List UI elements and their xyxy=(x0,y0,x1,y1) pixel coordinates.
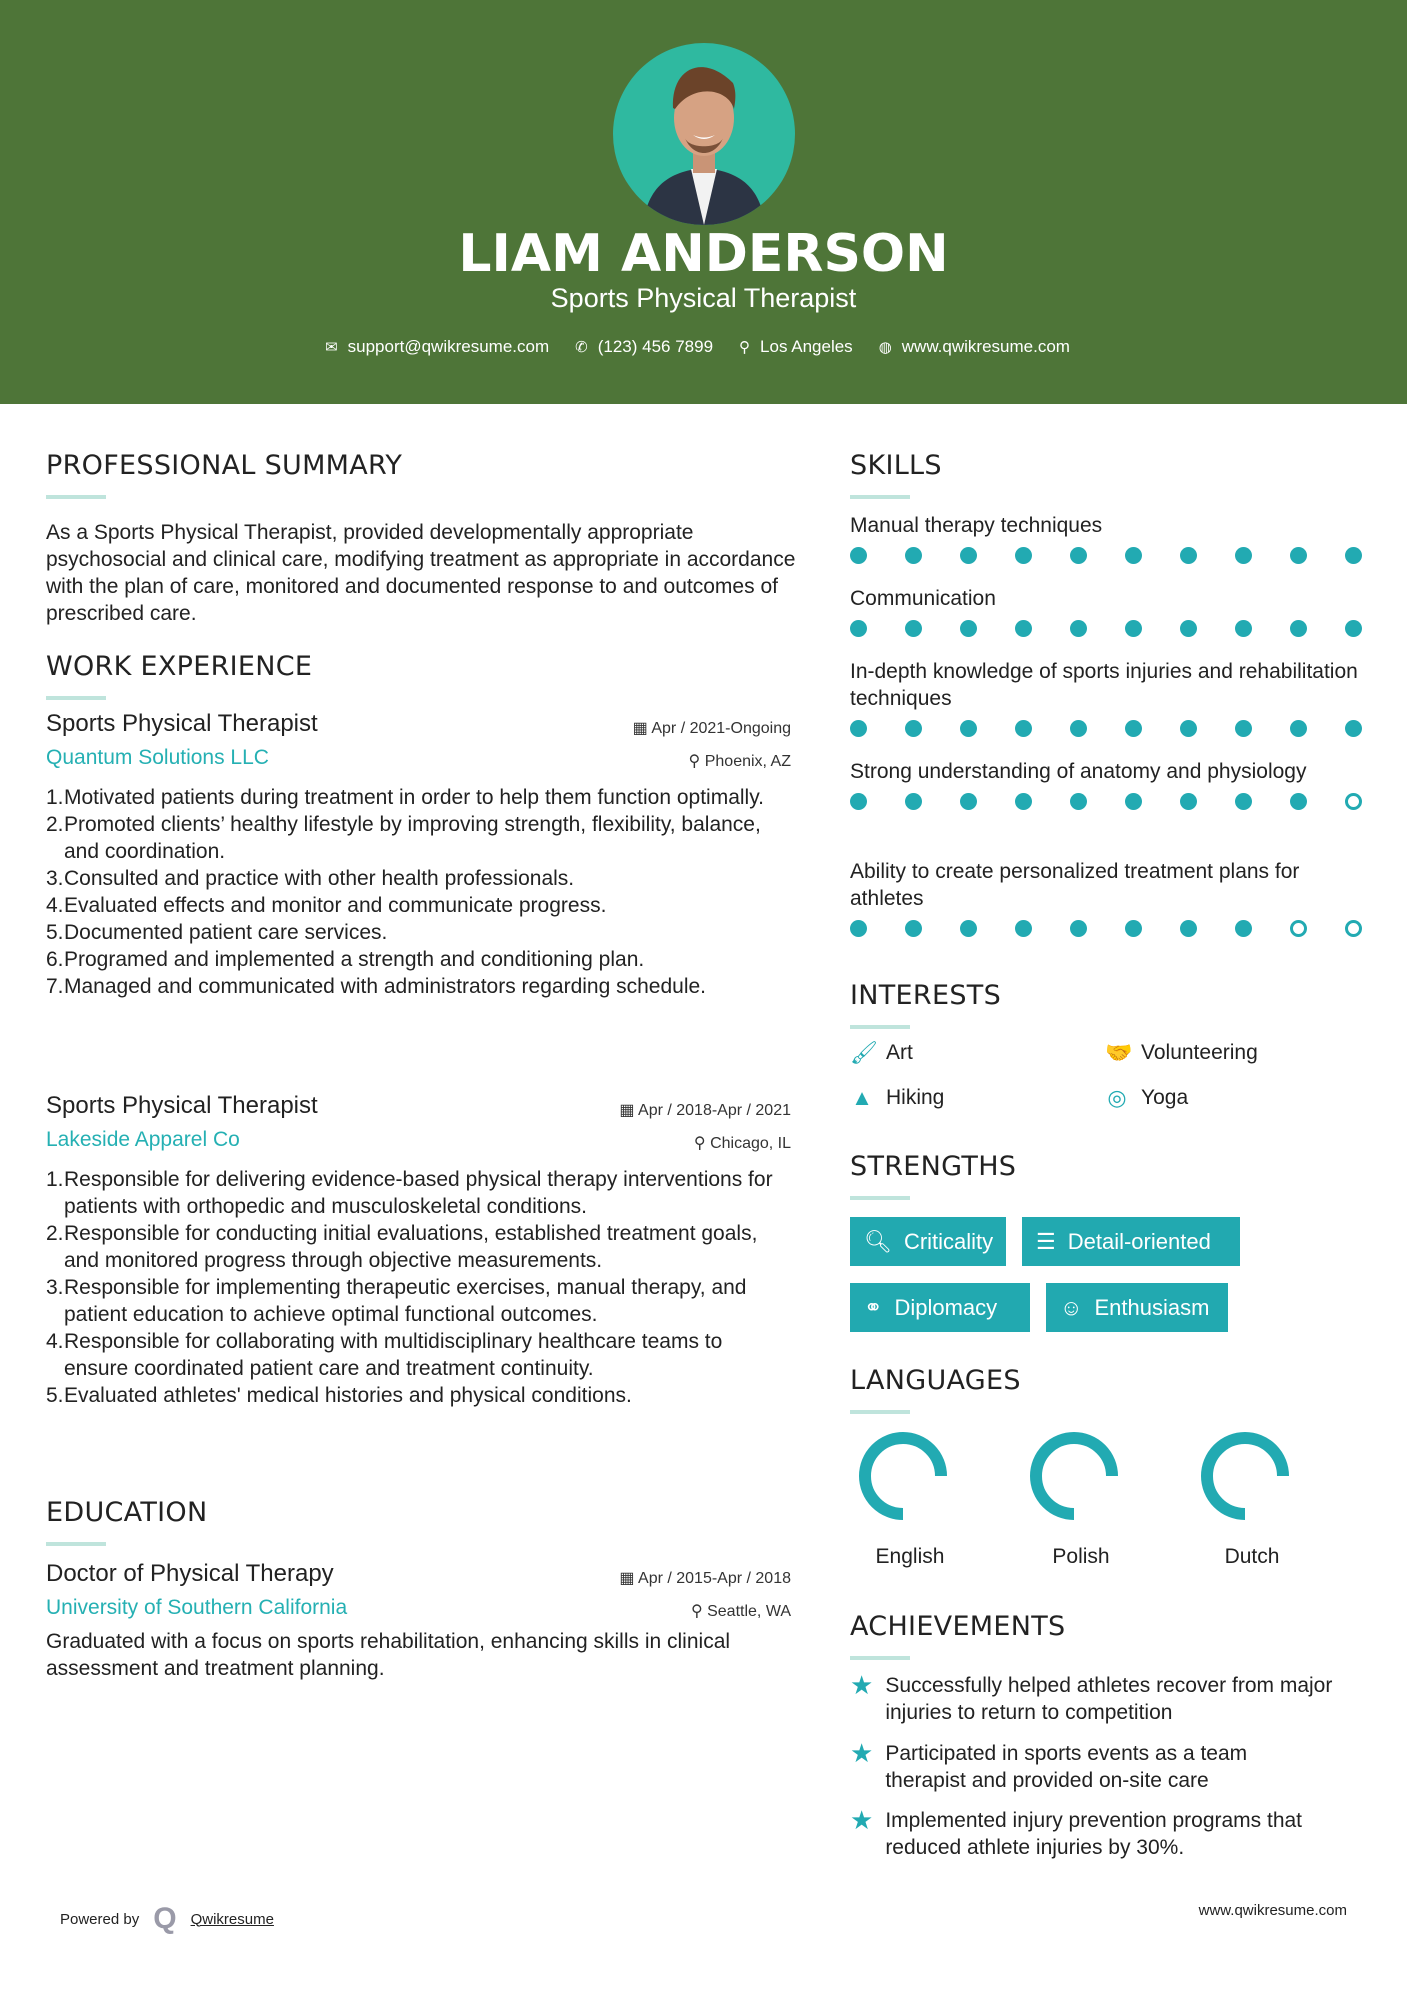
rating-dot-filled xyxy=(1070,620,1087,637)
rating-dot-filled xyxy=(1290,793,1307,810)
heading-underline xyxy=(850,1410,910,1414)
job-location: ⚲ Chicago, IL xyxy=(693,1135,791,1152)
rating-dot-filled xyxy=(905,920,922,937)
job-location: ⚲ Phoenix, AZ xyxy=(688,753,791,770)
rating-dot-filled xyxy=(1180,793,1197,810)
rating-dot-filled xyxy=(1015,547,1032,564)
rating-dot-filled xyxy=(1290,620,1307,637)
language-proficiency-arc xyxy=(1036,1438,1112,1514)
rating-dot-filled xyxy=(960,620,977,637)
job-date: ▦ Apr / 2021-Ongoing xyxy=(632,720,791,737)
rating-dot-filled xyxy=(905,793,922,810)
list-item: 1. Motivated patients during treatment in order to help them function optimally. xyxy=(46,786,764,809)
pin-icon: ⚲ xyxy=(690,1603,708,1620)
rating-dot-filled xyxy=(905,720,922,737)
life-ring-icon: ◎ xyxy=(1107,1085,1127,1110)
section-heading: STRENGTHS xyxy=(850,1151,1017,1182)
list-item: 4. Responsible for collaborating with multidisciplinary healthcare teams to ensure coordinated patient care and treatment continuity. xyxy=(46,1330,723,1380)
rating-dot-filled xyxy=(850,793,867,810)
skill-item xyxy=(850,658,1360,740)
skill-rating xyxy=(850,920,1360,940)
interest-item: ◎ Yoga xyxy=(1105,1085,1188,1111)
job-date: ▦ Apr / 2018-Apr / 2021 xyxy=(619,1102,791,1119)
skill-label: Communication xyxy=(850,587,996,610)
calendar-icon: ▦ xyxy=(619,1570,639,1587)
heading-underline xyxy=(46,696,106,700)
rating-dot-filled xyxy=(1070,547,1087,564)
skill-rating xyxy=(850,720,1360,740)
language-label: Polish xyxy=(1052,1545,1110,1568)
rating-dot-empty xyxy=(1345,920,1362,937)
footer-powered xyxy=(60,1902,274,1936)
rating-dot-empty xyxy=(1290,920,1307,937)
summary-section xyxy=(46,449,806,627)
email-link[interactable]: support@qwikresume.com xyxy=(347,337,550,356)
rating-dot-filled xyxy=(1345,620,1362,637)
strength-badge: ⚭ Diplomacy xyxy=(850,1283,1030,1332)
skills-section xyxy=(850,449,1370,499)
rating-dot-filled xyxy=(960,793,977,810)
job-title: Sports Physical Therapist xyxy=(46,710,318,737)
rating-dot-filled xyxy=(1290,720,1307,737)
rating-dot-filled xyxy=(1015,793,1032,810)
skill-item xyxy=(850,858,1360,940)
language-label: English xyxy=(875,1545,945,1568)
company-name: Lakeside Apparel Co xyxy=(46,1128,240,1151)
interest-item: ▲ Hiking xyxy=(851,1085,945,1110)
rating-dot-filled xyxy=(1015,720,1032,737)
interests-section xyxy=(850,979,1370,1029)
globe-icon: ◍ xyxy=(878,339,892,356)
list-item: 7. Managed and communicated with administrators regarding schedule. xyxy=(46,975,707,998)
heading-underline xyxy=(850,1025,910,1029)
rating-dot-filled xyxy=(1125,547,1142,564)
list-item: 3. Responsible for implementing therapeutic exercises, manual therapy, and patient education to achieve optimal functional outcomes. xyxy=(46,1276,747,1326)
rating-dot-filled xyxy=(960,920,977,937)
language-label: Dutch xyxy=(1224,1545,1280,1568)
education-date: ▦ Apr / 2015-Apr / 2018 xyxy=(619,1570,791,1587)
rating-dot-filled xyxy=(1290,547,1307,564)
rating-dot-filled xyxy=(1235,720,1252,737)
strength-badge: ☺ Enthusiasm xyxy=(1046,1283,1228,1332)
rating-dot-filled xyxy=(960,547,977,564)
list-item: 5. Documented patient care services. xyxy=(46,921,388,944)
rating-dot-filled xyxy=(850,720,867,737)
strength-badge: 🔍︎ Criticality xyxy=(850,1217,1006,1266)
skill-label: In-depth knowledge of sports injuries and rehabilitation techniques xyxy=(850,660,1358,710)
rating-dot-filled xyxy=(1345,547,1362,564)
rating-dot-filled xyxy=(1345,720,1362,737)
map-marker-icon: ⚲ xyxy=(739,339,751,356)
profile-photo xyxy=(613,43,795,225)
section-heading: EDUCATION xyxy=(46,1497,208,1528)
section-heading: INTERESTS xyxy=(850,980,1002,1011)
section-heading: LANGUAGES xyxy=(850,1365,1021,1396)
brand-link[interactable]: Qwikresume xyxy=(190,1910,274,1928)
rating-dot-filled xyxy=(850,920,867,937)
achievement-item: ★ Participated in sports events as a team therapist and provided on-site care xyxy=(850,1738,1248,1792)
handshake-icon: ⚭ xyxy=(864,1294,883,1320)
rating-dot-filled xyxy=(1125,793,1142,810)
skill-rating xyxy=(850,620,1360,640)
phone-text: (123) 456 7899 xyxy=(597,337,714,356)
skill-item xyxy=(850,585,1360,640)
rating-dot-filled xyxy=(1015,920,1032,937)
paintbrush-icon: 🖌 xyxy=(850,1040,878,1065)
job-entry xyxy=(46,1092,791,1409)
rating-dot-filled xyxy=(1235,620,1252,637)
rating-dot-filled xyxy=(1125,920,1142,937)
section-heading: ACHIEVEMENTS xyxy=(850,1611,1066,1642)
education-description: Graduated with a focus on sports rehabilitation, enhancing skills in clinical assessment and treatment planning. xyxy=(46,1630,731,1680)
job-title: Sports Physical Therapist xyxy=(46,1092,318,1119)
company-name: Quantum Solutions LLC xyxy=(46,746,269,769)
tree-icon: ▲ xyxy=(851,1085,873,1110)
candidate-name: LIAM ANDERSON xyxy=(458,224,949,284)
achievement-item: ★ Successfully helped athletes recover from major injuries to return to competition xyxy=(850,1670,1333,1724)
envelope-icon: ✉ xyxy=(325,339,338,356)
rating-dot-filled xyxy=(905,547,922,564)
shooting-star-icon: ★ xyxy=(850,1738,874,1768)
resume-header xyxy=(0,0,1407,404)
rating-dot-filled xyxy=(1235,793,1252,810)
rating-dot-filled xyxy=(850,620,867,637)
calendar-icon: ▦ xyxy=(619,1102,639,1119)
heading-underline xyxy=(850,1656,910,1660)
heading-underline xyxy=(46,495,106,499)
rating-dot-filled xyxy=(1180,620,1197,637)
rating-dot-filled xyxy=(1070,920,1087,937)
job-entry xyxy=(46,710,791,1000)
list-item: 2. Responsible for conducting initial evaluations, established treatment goals, and monitored progress through objective measurements. xyxy=(46,1222,758,1272)
interest-item: 🖌 Art xyxy=(850,1040,913,1065)
calendar-icon: ▦ xyxy=(632,720,652,737)
section-heading: PROFESSIONAL SUMMARY xyxy=(46,450,403,481)
skill-item xyxy=(850,758,1360,813)
pin-icon: ⚲ xyxy=(693,1135,711,1152)
skill-label: Manual therapy techniques xyxy=(850,514,1103,537)
rating-dot-filled xyxy=(1235,547,1252,564)
list-item: 4. Evaluated effects and monitor and communicate progress. xyxy=(46,894,607,917)
skill-label: Strong understanding of anatomy and physiology xyxy=(850,760,1307,783)
pin-icon: ⚲ xyxy=(688,753,705,770)
degree-title: Doctor of Physical Therapy xyxy=(46,1560,334,1587)
list-item: 6. Programed and implemented a strength and conditioning plan. xyxy=(46,948,645,971)
heading-underline xyxy=(850,1196,910,1200)
qwikresume-logo-icon: Q xyxy=(153,1902,177,1935)
job-bullets xyxy=(46,784,791,1000)
skill-label: Ability to create personalized treatment plans for athletes xyxy=(850,860,1300,910)
heading-underline xyxy=(850,495,910,499)
education-location: ⚲ Seattle, WA xyxy=(690,1603,791,1620)
rating-dot-filled xyxy=(905,620,922,637)
list-item: 1. Responsible for delivering evidence-based physical therapy interventions for patients with orthopedic and musculoskeletal conditions. xyxy=(46,1168,773,1218)
section-heading: WORK EXPERIENCE xyxy=(46,651,313,682)
rating-dot-filled xyxy=(1180,547,1197,564)
skill-item xyxy=(850,512,1360,567)
contact-bar xyxy=(0,337,1407,357)
section-heading: SKILLS xyxy=(850,450,942,481)
rating-dot-filled xyxy=(1235,920,1252,937)
candidate-title: Sports Physical Therapist xyxy=(550,283,857,313)
rating-dot-filled xyxy=(1015,620,1032,637)
language-rings xyxy=(850,1428,1370,1528)
shooting-star-icon: ★ xyxy=(850,1670,874,1700)
phone-icon: ✆ xyxy=(575,339,588,356)
rating-dot-filled xyxy=(1180,920,1197,937)
list-item: 3. Consulted and practice with other health professionals. xyxy=(46,867,575,890)
search-icon: 🔍︎ xyxy=(864,1228,892,1254)
skill-rating xyxy=(850,547,1360,567)
summary-text: As a Sports Physical Therapist, provided developmentally appropriate psychosocial and clinical care, modifying treatment as appropriate in accordance with the plan of care, monitored and documented response to and outcomes of prescribed care. xyxy=(46,521,796,625)
rating-dot-filled xyxy=(1125,620,1142,637)
powered-by-text: Powered by xyxy=(60,1910,140,1928)
rating-dot-filled xyxy=(850,547,867,564)
strength-badge: ☰ Detail-oriented xyxy=(1022,1217,1240,1266)
achievement-item: ★ Implemented injury prevention programs that reduced athlete injuries by 30%. xyxy=(850,1805,1303,1859)
rating-dot-filled xyxy=(1125,720,1142,737)
smile-icon: ☺ xyxy=(1060,1294,1083,1320)
rating-dot-filled xyxy=(1180,720,1197,737)
website-link[interactable]: www.qwikresume.com xyxy=(901,337,1070,356)
work-section xyxy=(46,650,791,700)
handshake-icon: 🤝 xyxy=(1105,1040,1133,1065)
rating-dot-empty xyxy=(1345,793,1362,810)
interest-item: 🤝 Volunteering xyxy=(1105,1040,1258,1065)
footer-website[interactable]: www.qwikresume.com xyxy=(1198,1902,1347,1919)
heading-underline xyxy=(46,1542,106,1546)
location-text: Los Angeles xyxy=(760,337,853,356)
achievements-section xyxy=(850,1610,1370,1660)
rating-dot-filled xyxy=(1070,793,1087,810)
rating-dot-filled xyxy=(960,720,977,737)
list-icon: ☰ xyxy=(1036,1228,1056,1254)
rating-dot-filled xyxy=(1070,720,1087,737)
shooting-star-icon: ★ xyxy=(850,1805,874,1835)
languages-section xyxy=(850,1364,1370,1414)
strengths-section xyxy=(850,1150,1370,1200)
language-proficiency-arc xyxy=(865,1438,941,1514)
education-section xyxy=(46,1496,791,1682)
job-bullets xyxy=(46,1166,791,1409)
list-item: 2. Promoted clients’ healthy lifestyle by improving strength, flexibility, balance, and coordination. xyxy=(46,813,761,863)
school-name: University of Southern California xyxy=(46,1596,348,1619)
language-proficiency-arc xyxy=(1207,1438,1283,1514)
list-item: 5. Evaluated athletes' medical histories and physical conditions. xyxy=(46,1384,632,1407)
skill-rating xyxy=(850,793,1360,813)
